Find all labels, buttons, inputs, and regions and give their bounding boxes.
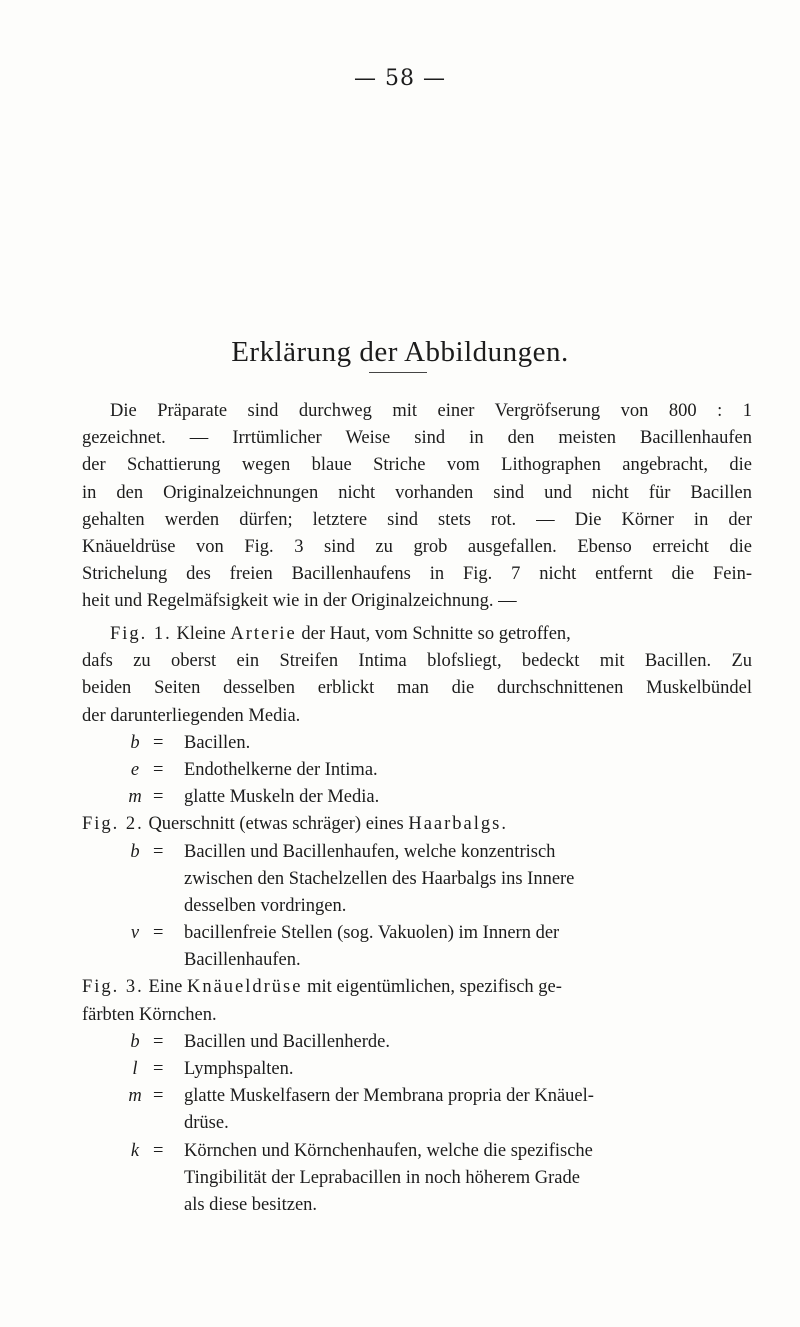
legend-text: Bacillen und Bacillenhaufen, welche konzentrisch — [184, 841, 556, 862]
legend-key: b — [130, 841, 140, 862]
intro-line: in den Originalzeichnungen nicht vorhanden sind und nicht für Bacillen — [82, 482, 752, 503]
legend-entry — [82, 839, 752, 866]
legend-text: Bacillen. — [184, 732, 251, 753]
legend-continuation: Bacillenhaufen. — [184, 950, 301, 971]
legend-continuation: zwischen den Stachelzellen des Haarbalgs ins Innere — [184, 868, 575, 889]
fig3-spaced-term: Knäueldrüse — [186, 977, 303, 998]
intro-line: Die Präparate sind durchweg mit einer Vergröfserung von 800 : 1 — [110, 401, 752, 421]
legend-continuation: als diese besitzen. — [184, 1194, 318, 1215]
figure-1-section — [82, 621, 752, 1219]
legend-equals: = — [153, 1031, 164, 1052]
legend-key: m — [128, 787, 142, 808]
legend-entry — [82, 784, 752, 811]
fig2-text: . — [501, 814, 506, 835]
legend-equals: = — [153, 732, 164, 753]
fig3-text: mit eigentümlichen, spezifisch ge- — [302, 977, 562, 998]
legend-key: v — [130, 923, 140, 944]
legend-equals: = — [153, 923, 164, 944]
legend-equals: = — [153, 759, 164, 780]
page-number: — 58 — — [354, 66, 446, 91]
intro-line: der Schattierung wegen blaue Striche vom Lithographen angebracht, die — [82, 455, 752, 476]
intro-line: gehalten werden dürfen; letztere sind stets rot. — Die Körner in der — [82, 509, 752, 530]
legend-key: e — [130, 759, 140, 780]
legend-equals: = — [153, 841, 164, 862]
legend-equals: = — [153, 787, 164, 808]
fig1-label: Fig. 1. — [110, 624, 172, 644]
fig1-line: der darunterliegenden Media. — [82, 705, 301, 726]
legend-text: glatte Muskeln der Media. — [184, 787, 380, 808]
legend-entry — [82, 1056, 752, 1083]
legend-key: b — [130, 732, 140, 753]
fig3-heading-line — [82, 974, 752, 1001]
legend-text: glatte Muskelfasern der Membrana propria der Knäuel- — [184, 1086, 594, 1107]
intro-line: heit und Regelmäfsigkeit wie in der Originalzeichnung. — — [82, 591, 517, 612]
intro-paragraph — [82, 398, 752, 616]
fig2-spaced-term: Haarbalgs — [408, 814, 502, 835]
legend-entry — [82, 757, 752, 784]
legend-text: Körnchen und Körnchenhaufen, welche die spezifische — [184, 1140, 593, 1161]
fig2-text: Querschnitt (etwas schräger) eines — [148, 814, 409, 835]
page-title: Erklärung der Abbildungen. — [231, 336, 569, 368]
legend-key: l — [132, 1059, 138, 1079]
legend-text: Lymphspalten. — [184, 1059, 294, 1079]
fig3-label: Fig. 3. — [82, 977, 144, 998]
fig1-line: beiden Seiten desselben erblickt man die durchschnittenen Muskelbündel — [82, 678, 752, 699]
legend-continuation: desselben vordringen. — [184, 895, 347, 916]
legend-entry — [82, 920, 752, 947]
legend-entry — [82, 1083, 752, 1110]
legend-continuation: drüse. — [184, 1113, 229, 1134]
fig1-spaced-term: Arterie — [230, 624, 297, 644]
fig1-text: Kleine — [176, 624, 231, 644]
fig3-line: färbten Körnchen. — [82, 1004, 217, 1025]
fig1-line: dafs zu oberst ein Streifen Intima blofsliegt, bedeckt mit Bacillen. Zu — [82, 651, 752, 672]
legend-equals: = — [153, 1140, 164, 1161]
legend-key: b — [130, 1031, 140, 1052]
title-divider — [369, 372, 427, 373]
legend-text: bacillenfreie Stellen (sog. Vakuolen) im Innern der — [184, 923, 560, 944]
fig1-text: der Haut, vom Schnitte so getroffen, — [296, 624, 571, 644]
legend-key: k — [130, 1140, 140, 1161]
intro-line: Knäueldrüse von Fig. 3 sind zu grob ausgefallen. Ebenso erreicht die — [82, 536, 752, 557]
legend-key: m — [128, 1086, 142, 1107]
legend-entry — [82, 1138, 752, 1165]
legend-entry — [82, 730, 752, 757]
fig1-heading-line — [82, 621, 752, 648]
legend-text: Endothelkerne der Intima. — [184, 759, 378, 780]
legend-equals: = — [153, 1086, 164, 1107]
fig2-label: Fig. 2. — [82, 814, 144, 835]
legend-entry — [82, 1029, 752, 1056]
legend-continuation: Tingibilität der Leprabacillen in noch höherem Grade — [184, 1167, 580, 1188]
intro-line: gezeichnet. — Irrtümlicher Weise sind in den meisten Bacillenhaufen — [82, 428, 752, 449]
legend-text: Bacillen und Bacillenherde. — [184, 1031, 390, 1052]
legend-equals: = — [153, 1059, 164, 1079]
intro-line: Strichelung des freien Bacillenhaufens in Fig. 7 nicht entfernt die Fein- — [82, 564, 752, 585]
fig2-heading-line — [82, 811, 752, 838]
fig3-text: Eine — [148, 977, 187, 998]
